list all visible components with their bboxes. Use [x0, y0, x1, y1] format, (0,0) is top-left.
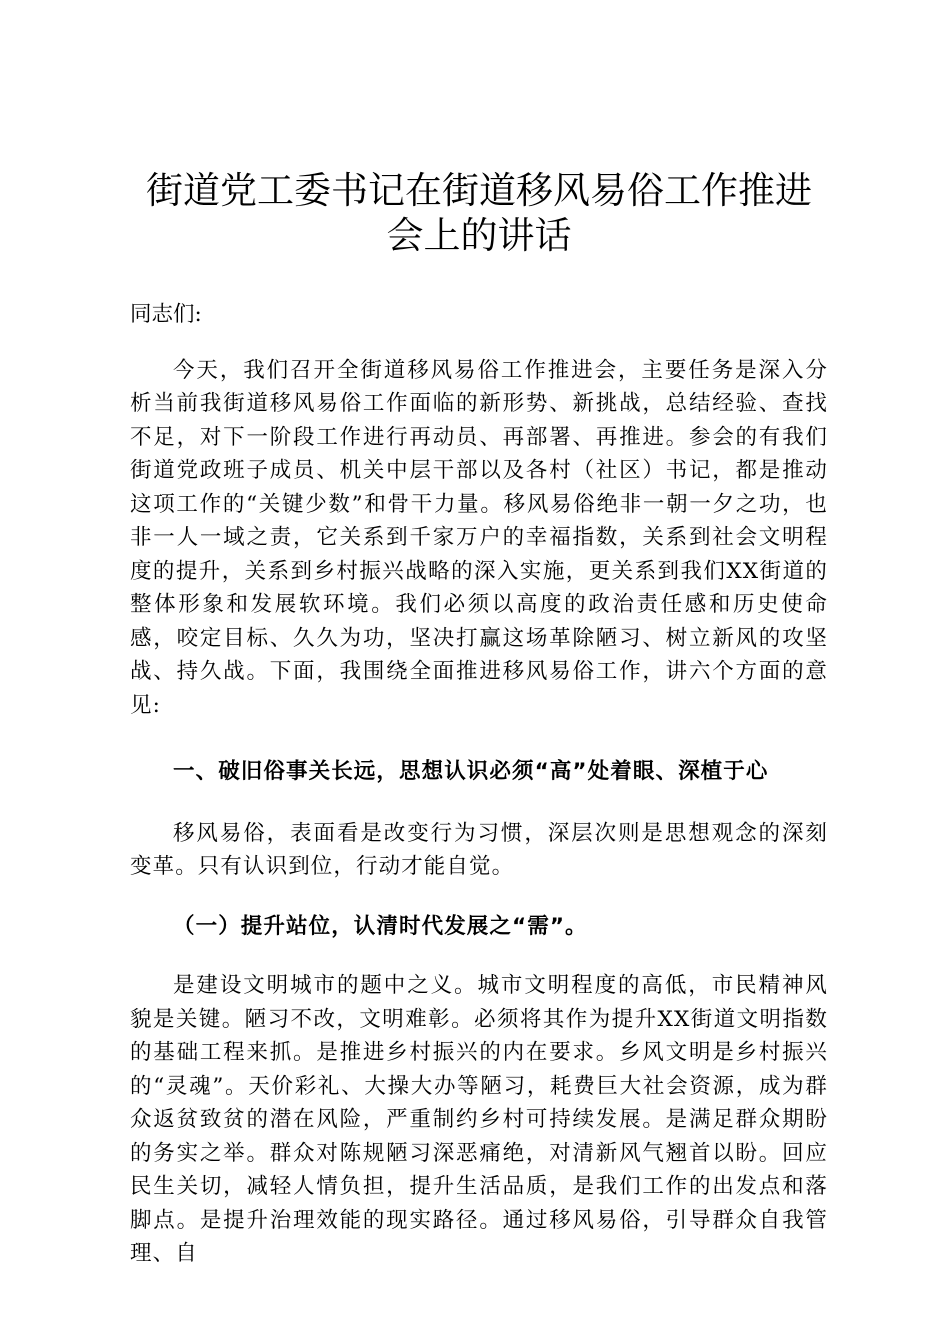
salutation: 同志们:	[130, 302, 202, 327]
section-heading-1: 一、破旧俗事关长远，思想认识必须“高”处着眼、深植于心	[173, 759, 769, 784]
document-page	[130, 168, 828, 1271]
subsection-heading-1: （一）提升站位，认清时代发展之“需”。	[173, 913, 588, 939]
intro-paragraph: 今天，我们召开全街道移风易俗工作推进会，主要任务是深入分析当前我街道移风易俗工作面临的新形势、新挑战，总结经验、查找不足，对下一阶段工作进行再动员、再部署、再推进。参会的有我们街道党政班子成员、机关中层干部以及各村（社区）书记，都是推动这项工作的“关键少数”和骨干力量。移风易俗绝非一朝一夕之功，也非一人一域之责，它关系到千家万户的幸福指数，关系到社会文明程度的提升，关系到乡村振兴战略的深入实施，更关系到我们XX街道的整体形象和发展软环境。我们必须以高度的政治责任感和历史使命感，咬定目标、久久为功，坚决打赢这场革除陋习、树立新风的攻坚战、持久战。下面，我围绕全面推进移风易俗工作，讲六个方面的意见:	[130, 357, 828, 718]
subsection-1-paragraph: 是建设文明城市的题中之义。城市文明程度的高低，市民精神风貌是关键。陋习不改，文明难彰。必须将其作为提升XX街道文明指数的基础工程来抓。是推进乡村振兴的内在要求。乡风文明是乡村振兴的“灵魂”。天价彩礼、大操大办等陋习，耗费巨大社会资源，成为群众返贫致贫的潜在风险，严重制约乡村可持续发展。是满足群众期盼的务实之举。群众对陈规陋习深恶痛绝，对清新风气翘首以盼。回应民生关切，减轻人情负担，提升生活品质，是我们工作的出发点和落脚点。是提升治理效能的现实路径。通过移风易俗，引导群众自我管理、自	[130, 973, 828, 1266]
document-title: 街道党工委书记在街道移风易俗工作推进会上的讲话	[146, 169, 812, 257]
section-1-paragraph: 移风易俗，表面看是改变行为习惯，深层次则是思想观念的深刻变革。只有认识到位，行动才能自觉。	[130, 820, 828, 879]
